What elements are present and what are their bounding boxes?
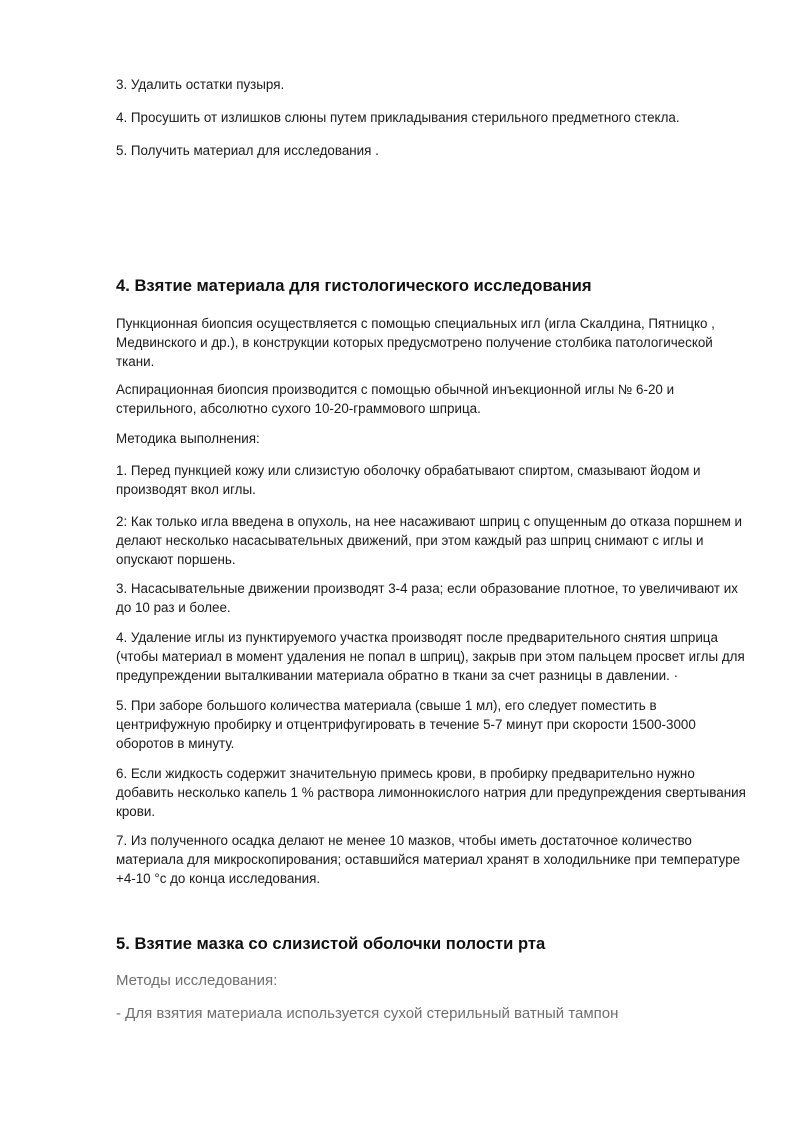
- paragraph-aspiration-biopsy: Аспирационная биопсия производится с помощью обычной инъекционной иглы № 6-20 и стерильного, абсолютно сухого 10-20-граммового шприца.: [116, 382, 675, 416]
- paragraph-research-methods: Методы исследования:: [116, 972, 278, 989]
- paragraph-step-1: 1. Перед пункцией кожу или слизистую оболочку обрабатывают спиртом, смазывают йодом и производят вкол иглы.: [116, 463, 701, 497]
- list-item-remove-bubble: 3. Удалить остатки пузыря.: [116, 77, 285, 92]
- paragraph-step-3: 3. Насасывательные движении производят 3-4 раза; если образование плотное, то увеличивают их до 10 раз и более.: [116, 581, 738, 615]
- paragraph-step-2: 2: Как только игла введена в опухоль, на нее насаживают шприц с опущенным до отказа поршнем и делают несколько насасывательных движений, при этом каждый раз шприц снимают с иглы и опускают поршень.: [116, 514, 743, 567]
- section-4-heading: 4. Взятие материала для гистологического исследования: [116, 276, 592, 295]
- paragraph-step-6: 6. Если жидкость содержит значительную примесь крови, в пробирку предварительно нужно добавить несколько капель 1 % раствора лимоннокислого натрия дли предупреждения свертывания крови.: [116, 766, 746, 819]
- paragraph-step-4: 4. Удаление иглы из пунктируемого участка производят после предварительного снятия шприца (чтобы материал в момент удаления не попал в шприц), закрыв при этом пальцем просвет иглы для предупреждении выталкивании материала обратно в ткани за счет разницы в давлении. ·: [116, 630, 745, 683]
- list-item-dry-saliva: 4. Просушить от излишков слюны путем прикладывания стерильного предметного стекла.: [116, 110, 680, 125]
- section-5-heading: 5. Взятие мазка со слизистой оболочки полости рта: [116, 934, 546, 953]
- paragraph-step-7: 7. Из полученного осадка делают не менее 10 мазков, чтобы иметь достаточное количество материала для микроскопирования; оставшийся материал хранят в холодильнике при температуре +4-10 °с до конца исследования.: [116, 833, 741, 886]
- paragraph-puncture-biopsy: Пункционная биопсия осуществляется с помощью специальных игл (игла Скалдина, Пятницко , Медвинского и др.), в конструкции которых предусмотрено получение столбика патологической ткани.: [116, 316, 715, 369]
- list-item-get-material: 5. Получить материал для исследования .: [116, 143, 379, 158]
- paragraph-method-title: Методика выполнения:: [116, 431, 260, 446]
- paragraph-step-5: 5. При заборе большого количества материала (свыше 1 мл), его следует поместить в центрифужную пробирку и отцентрифугировать в течение 5-7 минут при скорости 1500-3000 оборотов в минуту.: [116, 698, 696, 751]
- paragraph-swab-note: - Для взятия материала используется сухой стерильный ватный тампон: [116, 1005, 619, 1022]
